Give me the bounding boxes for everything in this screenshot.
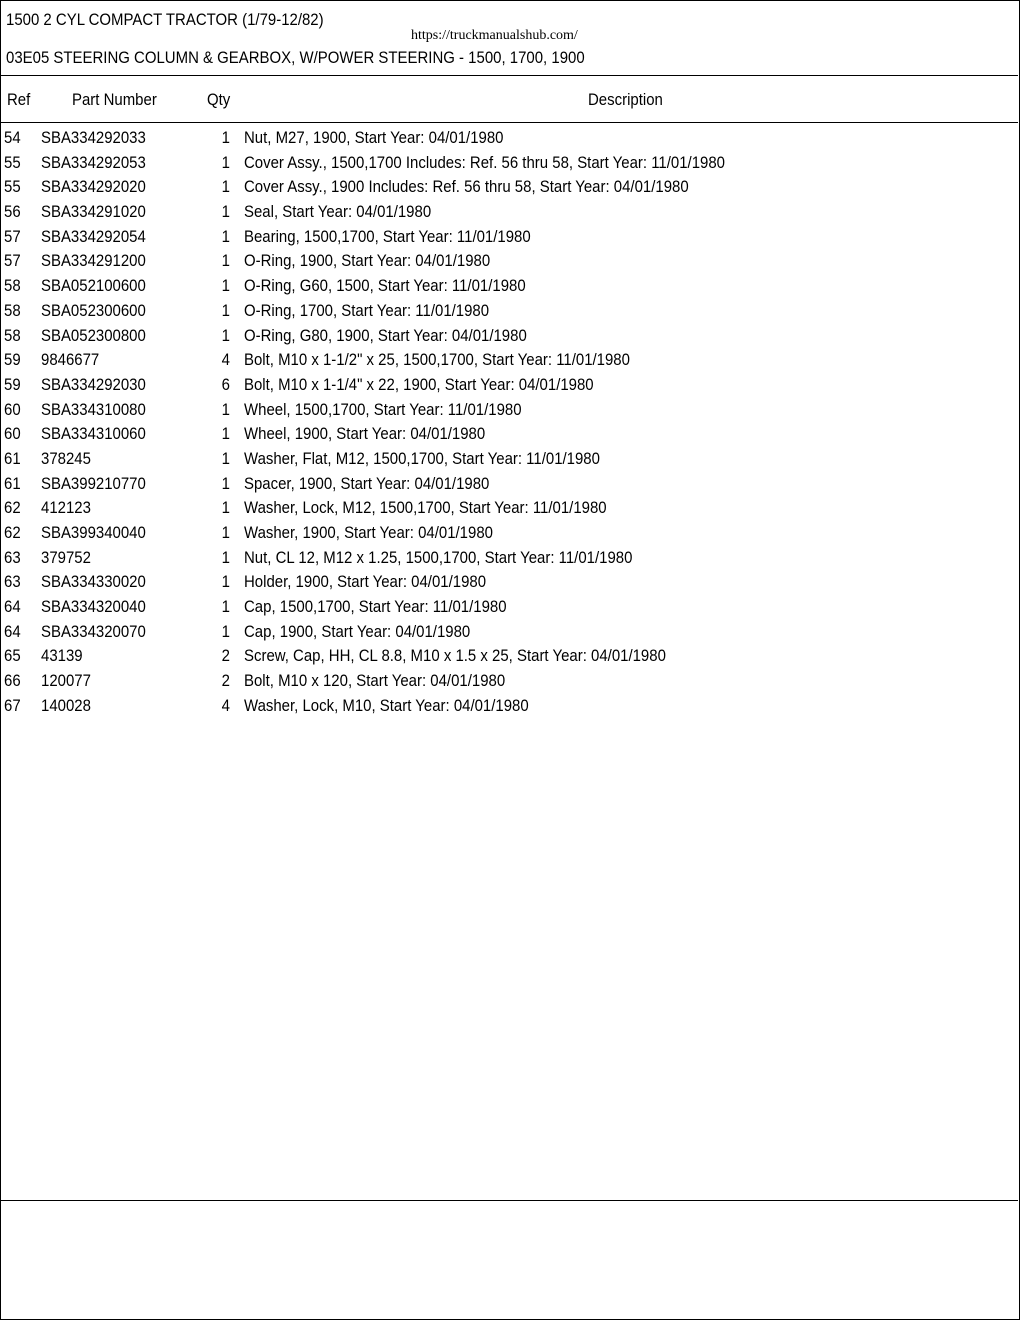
- part-number-cell: SBA052300800: [41, 325, 146, 345]
- table-row: [0, 572, 1018, 597]
- qty-cell: 4: [221, 695, 230, 715]
- table-row: [0, 696, 1018, 721]
- section-title: 03E05 STEERING COLUMN & GEARBOX, W/POWER STEERING - 1500, 1700, 1900: [6, 48, 585, 67]
- ref-cell: 59: [4, 374, 21, 394]
- qty-cell: 4: [221, 350, 230, 370]
- table-row: [0, 177, 1018, 202]
- table-row: [0, 128, 1018, 153]
- qty-cell: 1: [221, 523, 230, 542]
- table-row: [0, 153, 1018, 178]
- part-number-cell: SBA399340040: [41, 523, 146, 542]
- part-number-cell: SBA052100600: [41, 276, 146, 296]
- table-row: [0, 597, 1018, 622]
- description-cell: Cover Assy., 1900 Includes: Ref. 56 thru 58, Start Year: 04/01/1980: [244, 177, 689, 197]
- ref-cell: 54: [4, 128, 21, 147]
- table-row: [0, 671, 1018, 696]
- qty-cell: 1: [221, 300, 230, 320]
- ref-cell: 56: [4, 202, 21, 222]
- table-row: [0, 449, 1018, 474]
- table-row: [0, 498, 1018, 523]
- part-number-cell: 378245: [41, 448, 91, 468]
- table-row: [0, 202, 1018, 227]
- qty-cell: 1: [221, 597, 230, 617]
- table-row: [0, 548, 1018, 573]
- qty-cell: 2: [221, 646, 230, 666]
- ref-cell: 62: [4, 498, 21, 518]
- part-number-cell: SBA334291020: [41, 202, 146, 222]
- ref-cell: 58: [4, 300, 21, 320]
- table-row: [0, 301, 1018, 326]
- header-divider: [0, 75, 1018, 76]
- qty-cell: 1: [221, 424, 230, 444]
- description-cell: Washer, 1900, Start Year: 04/01/1980: [244, 523, 493, 542]
- description-cell: O-Ring, G60, 1500, Start Year: 11/01/1980: [244, 276, 526, 296]
- ref-cell: 58: [4, 325, 21, 345]
- description-cell: Nut, CL 12, M12 x 1.25, 1500,1700, Start Year: 11/01/1980: [244, 547, 633, 567]
- qty-cell: 1: [221, 572, 230, 592]
- description-cell: Cap, 1500,1700, Start Year: 11/01/1980: [244, 597, 507, 617]
- description-cell: Cover Assy., 1500,1700 Includes: Ref. 56 thru 58, Start Year: 11/01/1980: [244, 152, 725, 172]
- col-header-ref: Ref: [7, 90, 31, 109]
- qty-cell: 1: [221, 448, 230, 468]
- description-cell: Washer, Lock, M12, 1500,1700, Start Year: 11/01/1980: [244, 498, 607, 518]
- description-cell: Cap, 1900, Start Year: 04/01/1980: [244, 621, 471, 641]
- part-number-cell: SBA334310080: [41, 399, 146, 419]
- qty-cell: 1: [221, 177, 230, 197]
- part-number-cell: SBA334330020: [41, 572, 146, 592]
- description-cell: Bolt, M10 x 1-1/4" x 22, 1900, Start Year: 04/01/1980: [244, 374, 594, 394]
- table-row: [0, 375, 1018, 400]
- description-cell: Holder, 1900, Start Year: 04/01/1980: [244, 572, 487, 592]
- ref-cell: 60: [4, 424, 21, 444]
- part-number-cell: 412123: [41, 498, 91, 518]
- ref-cell: 64: [4, 621, 21, 641]
- description-cell: O-Ring, G80, 1900, Start Year: 04/01/1980: [244, 325, 527, 345]
- part-number-cell: 379752: [41, 547, 91, 567]
- description-cell: Spacer, 1900, Start Year: 04/01/1980: [244, 473, 490, 493]
- qty-cell: 1: [221, 128, 230, 147]
- part-number-cell: SBA334291200: [41, 251, 146, 271]
- qty-cell: 1: [221, 547, 230, 567]
- part-number-cell: SBA334292053: [41, 152, 146, 172]
- description-cell: O-Ring, 1900, Start Year: 04/01/1980: [244, 251, 491, 271]
- table-row: [0, 251, 1018, 276]
- part-number-cell: SBA052300600: [41, 300, 146, 320]
- qty-cell: 1: [221, 621, 230, 641]
- part-number-cell: SBA334292033: [41, 128, 146, 147]
- qty-cell: 1: [221, 276, 230, 296]
- ref-cell: 55: [4, 152, 21, 172]
- description-cell: O-Ring, 1700, Start Year: 11/01/1980: [244, 300, 490, 320]
- part-number-cell: SBA334310060: [41, 424, 146, 444]
- col-header-description: Description: [588, 90, 663, 109]
- part-number-cell: SBA334292020: [41, 177, 146, 197]
- qty-cell: 1: [221, 473, 230, 493]
- part-number-cell: SBA334320070: [41, 621, 146, 641]
- part-number-cell: SBA334292030: [41, 374, 146, 394]
- ref-cell: 67: [4, 695, 21, 715]
- table-row: [0, 326, 1018, 351]
- part-number-cell: 120077: [41, 671, 91, 691]
- ref-cell: 55: [4, 177, 21, 197]
- qty-cell: 1: [221, 251, 230, 271]
- qty-cell: 2: [221, 671, 230, 691]
- description-cell: Bearing, 1500,1700, Start Year: 11/01/1980: [244, 226, 531, 246]
- ref-cell: 60: [4, 399, 21, 419]
- ref-cell: 61: [4, 448, 21, 468]
- description-cell: Washer, Lock, M10, Start Year: 04/01/1980: [244, 695, 529, 715]
- column-header-divider: [0, 122, 1018, 123]
- watermark-url: https://truckmanualshub.com/: [411, 28, 578, 43]
- qty-cell: 1: [221, 399, 230, 419]
- ref-cell: 57: [4, 251, 21, 271]
- description-cell: Washer, Flat, M12, 1500,1700, Start Year: 11/01/1980: [244, 448, 600, 468]
- part-number-cell: SBA334320040: [41, 597, 146, 617]
- ref-cell: 63: [4, 572, 21, 592]
- footer-divider: [0, 1200, 1018, 1201]
- table-row: [0, 474, 1018, 499]
- qty-cell: 1: [221, 325, 230, 345]
- parts-table-body: [0, 128, 1018, 721]
- qty-cell: 1: [221, 152, 230, 172]
- col-header-part-number: Part Number: [72, 90, 157, 109]
- description-cell: Bolt, M10 x 120, Start Year: 04/01/1980: [244, 671, 506, 691]
- table-row: [0, 350, 1018, 375]
- description-cell: Wheel, 1900, Start Year: 04/01/1980: [244, 424, 486, 444]
- table-row: [0, 276, 1018, 301]
- description-cell: Bolt, M10 x 1-1/2" x 25, 1500,1700, Start Year: 11/01/1980: [244, 350, 630, 370]
- ref-cell: 58: [4, 276, 21, 296]
- ref-cell: 66: [4, 671, 21, 691]
- part-number-cell: SBA334292054: [41, 226, 146, 246]
- part-number-cell: 9846677: [41, 350, 100, 370]
- table-row: [0, 400, 1018, 425]
- qty-cell: 6: [221, 374, 230, 394]
- part-number-cell: 43139: [41, 646, 83, 666]
- part-number-cell: SBA399210770: [41, 473, 146, 493]
- ref-cell: 62: [4, 523, 21, 542]
- description-cell: Screw, Cap, HH, CL 8.8, M10 x 1.5 x 25, Start Year: 04/01/1980: [244, 646, 666, 666]
- col-header-qty: Qty: [207, 90, 231, 109]
- model-title: 1500 2 CYL COMPACT TRACTOR (1/79-12/82): [6, 10, 324, 29]
- ref-cell: 61: [4, 473, 21, 493]
- description-cell: Seal, Start Year: 04/01/1980: [244, 202, 432, 222]
- ref-cell: 64: [4, 597, 21, 617]
- description-cell: Nut, M27, 1900, Start Year: 04/01/1980: [244, 128, 504, 147]
- description-cell: Wheel, 1500,1700, Start Year: 11/01/1980: [244, 399, 522, 419]
- ref-cell: 63: [4, 547, 21, 567]
- qty-cell: 1: [221, 498, 230, 518]
- ref-cell: 65: [4, 646, 21, 666]
- ref-cell: 59: [4, 350, 21, 370]
- table-row: [0, 646, 1018, 671]
- ref-cell: 57: [4, 226, 21, 246]
- table-row: [0, 523, 1018, 548]
- part-number-cell: 140028: [41, 695, 91, 715]
- qty-cell: 1: [221, 202, 230, 222]
- table-row: [0, 227, 1018, 252]
- table-row: [0, 622, 1018, 647]
- qty-cell: 1: [221, 226, 230, 246]
- table-row: [0, 424, 1018, 449]
